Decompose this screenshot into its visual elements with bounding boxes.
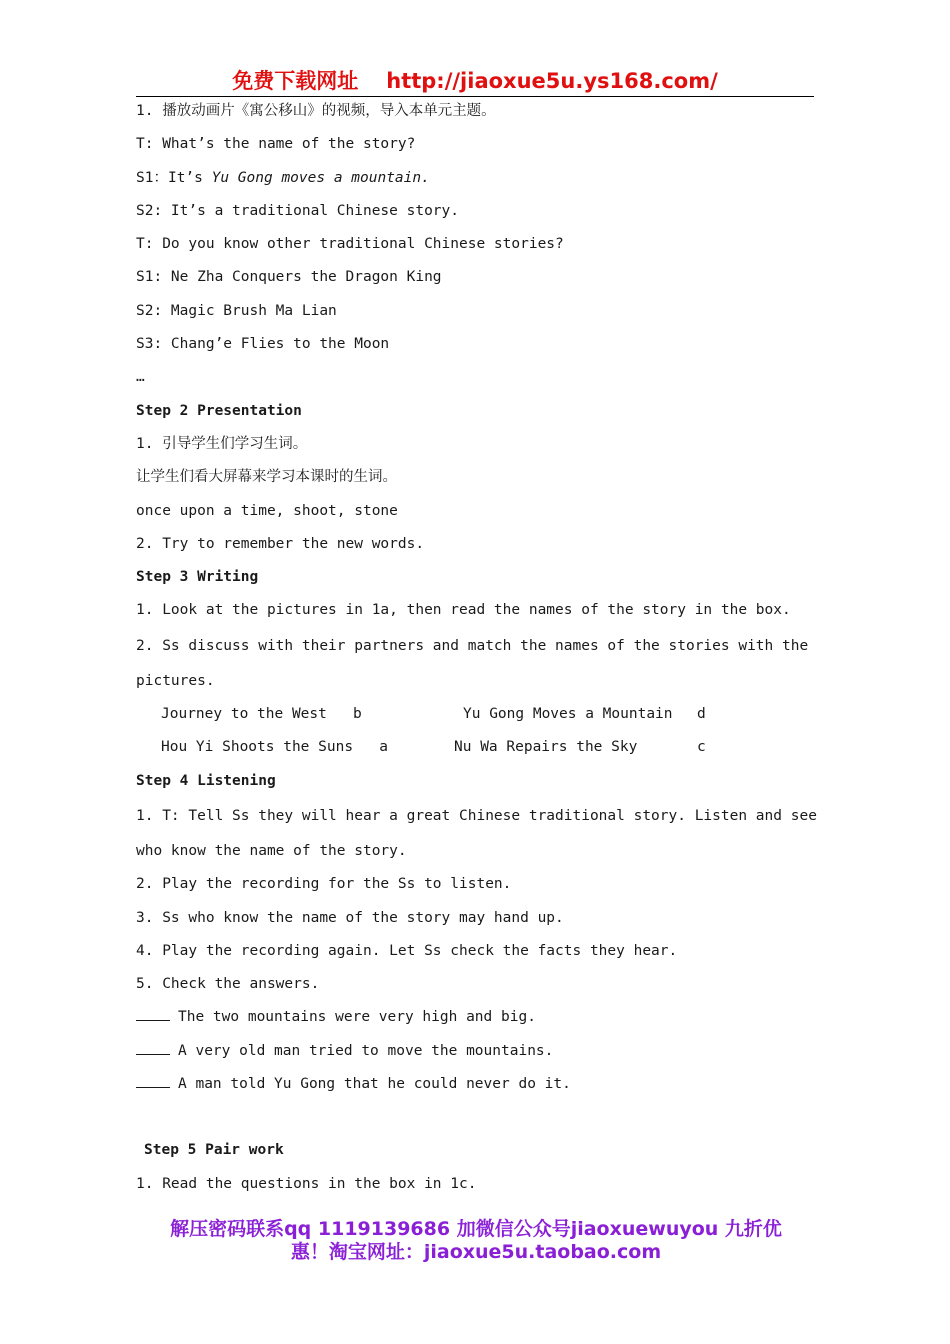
step-item: 1. Look at the pictures in 1a, then read the names of the story in the box. xyxy=(136,602,791,619)
story-title-italic: Yu Gong moves a mountain. xyxy=(211,169,430,186)
step-item: 5. Check the answers. xyxy=(136,976,320,993)
vocabulary-line: once upon a time, shoot, stone xyxy=(136,502,398,519)
ellipsis-line: … xyxy=(136,369,145,386)
step-heading: Step 5 Pair work xyxy=(144,1142,284,1159)
step-item: 让学生们看大屏幕来学习本课时的生词。 xyxy=(136,469,397,486)
footer-shop-line: 惠！淘宝网址：jiaoxue5u.taobao.com xyxy=(290,1241,662,1263)
answer-blank xyxy=(136,1071,170,1088)
step-item-continued: who know the name of the story. xyxy=(136,842,407,859)
match-left: Hou Yi Shoots the Suns a xyxy=(161,739,388,756)
step-item: 2. Try to remember the new words. xyxy=(136,535,425,552)
step-heading: Step 3 Writing xyxy=(136,569,259,586)
match-row xyxy=(136,731,816,764)
page-header xyxy=(136,66,814,97)
dialogue-line xyxy=(136,162,816,195)
intro-step-line: 1. 播放动画片《寓公移山》的视频，导入本单元主题。 xyxy=(136,103,496,119)
dialogue-line: S3: Chang’e Flies to the Moon xyxy=(136,336,390,353)
step-item: 1. 引导学生们学习生词。 xyxy=(136,435,308,452)
fact-text: A very old man tried to move the mountains. xyxy=(178,1042,554,1059)
document-body xyxy=(136,95,816,1201)
fact-text: A man told Yu Gong that he could never do it. xyxy=(178,1076,571,1093)
answer-blank xyxy=(136,1004,170,1021)
dialogue-speaker-text: S1：It’s xyxy=(136,169,212,186)
step-item: 2. Play the recording for the Ss to listen. xyxy=(136,876,512,893)
fact-check-row xyxy=(136,1001,816,1034)
fact-check-row xyxy=(136,1068,816,1101)
fact-check-row xyxy=(136,1035,816,1068)
step-item-continued: pictures. xyxy=(136,672,215,689)
header-site-label: 免费下载网址 xyxy=(232,69,359,93)
match-letter: d xyxy=(697,706,706,723)
match-left: Journey to the West b xyxy=(161,706,362,723)
step-heading: Step 4 Listening xyxy=(136,772,276,789)
fact-text: The two mountains were very high and big. xyxy=(178,1009,536,1026)
dialogue-line: T: Do you know other traditional Chinese stories? xyxy=(136,236,564,253)
page-footer xyxy=(136,1218,816,1264)
blank-spacer xyxy=(136,1101,816,1134)
match-letter: c xyxy=(697,739,706,756)
step-item: 2. Ss discuss with their partners and match the names of the stories with the xyxy=(136,637,809,654)
footer-contact-line: 解压密码联系qq 1119139686 加微信公众号jiaoxuewuyou 九折优 xyxy=(170,1218,782,1240)
dialogue-line: S2: It’s a traditional Chinese story. xyxy=(136,202,460,219)
match-right: Yu Gong Moves a Mountain xyxy=(463,706,673,723)
match-row xyxy=(136,698,816,731)
header-url-link[interactable]: http://jiaoxue5u.ys168.com/ xyxy=(386,69,718,93)
step-item: 1. Read the questions in the box in 1c. xyxy=(136,1175,477,1192)
step-item: 4. Play the recording again. Let Ss check the facts they hear. xyxy=(136,942,678,959)
dialogue-line: T: What’s the name of the story? xyxy=(136,136,416,153)
step-item: 3. Ss who know the name of the story may hand up. xyxy=(136,909,564,926)
answer-blank xyxy=(136,1038,170,1055)
step-heading: Step 2 Presentation xyxy=(136,402,302,419)
step-item: 1. T: Tell Ss they will hear a great Chinese traditional story. Listen and see xyxy=(136,807,817,824)
dialogue-line: S2: Magic Brush Ma Lian xyxy=(136,302,337,319)
dialogue-line: S1: Ne Zha Conquers the Dragon King xyxy=(136,269,442,286)
match-right: Nu Wa Repairs the Sky xyxy=(454,739,638,756)
